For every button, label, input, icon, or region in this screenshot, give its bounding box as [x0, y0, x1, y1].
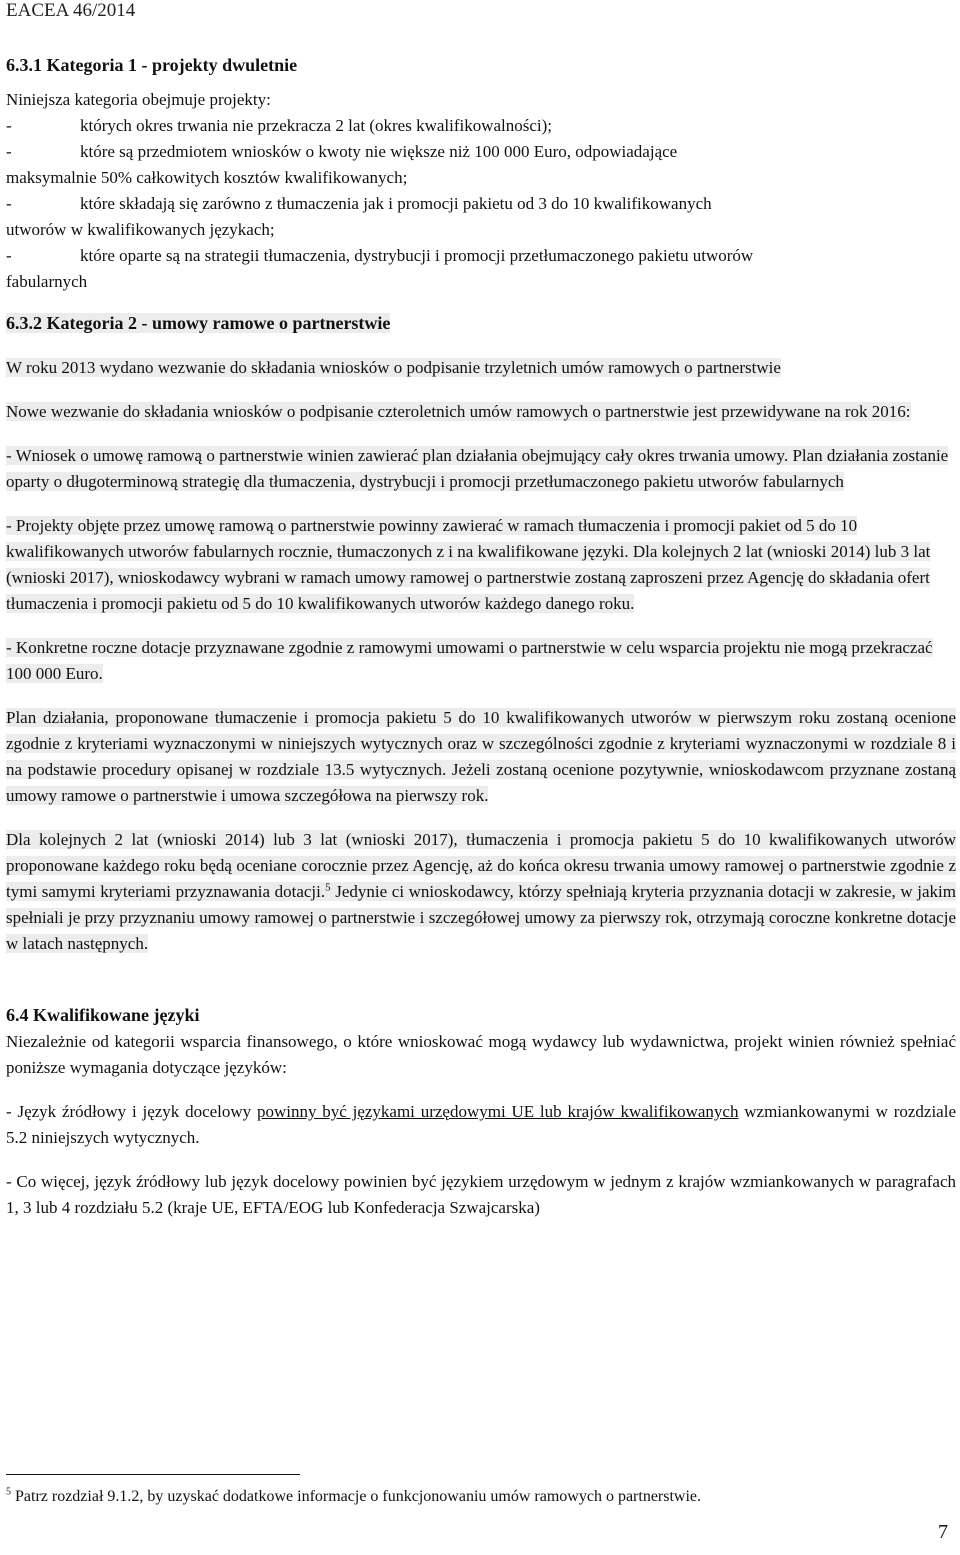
paragraph-text: Jedynie ci wnioskodawcy, którzy spełniają kryteria przyznania dotacji w zakresie, w jakim spełniali je przy przyznaniu umowy ramowej o partnerstwie i szczegółowej umowy za pierwszy rok, otrzymają coroczne konkretne dotacje w latach następnych.: [6, 882, 956, 953]
paragraph: [6, 1099, 956, 1151]
list-item: [6, 191, 956, 217]
paragraph: - Co więcej, język źródłowy lub język docelowy powinien być językiem urzędowym w jednym z krajów wzmiankowanych w paragrafach 1, 3 lub 4 rozdziału 5.2 (kraje UE, EFTA/EOG lub Konfederacja Szwajcarska): [6, 1172, 956, 1217]
list-item-continuation: maksymalnie 50% całkowitych kosztów kwalifikowanych;: [6, 168, 408, 187]
paragraph: [6, 513, 956, 617]
paragraph: [6, 443, 956, 495]
list-item: [6, 139, 956, 165]
bullet-dash: -: [6, 194, 12, 213]
section-heading-6-3-2: [6, 309, 956, 337]
paragraph: [6, 705, 956, 809]
footnote-number: 5: [6, 1486, 11, 1498]
category1-intro: Niniejsza kategoria obejmuje projekty:: [6, 90, 271, 109]
page-number: 7: [938, 1521, 948, 1543]
list-item: [6, 243, 956, 269]
list-item-continuation: utworów w kwalifikowanych językach;: [6, 220, 275, 239]
list-item: [6, 113, 956, 139]
section-number: 6.3.1: [6, 55, 42, 75]
paragraph: [6, 399, 956, 425]
paragraph: [6, 355, 956, 381]
bullet-dash: -: [6, 142, 12, 161]
bullet-dash: -: [6, 116, 12, 135]
list-item-text: które składają się zarówno z tłumaczenia jak i promocji pakietu od 3 do 10 kwalifikowanych: [80, 194, 712, 213]
document-header: EACEA 46/2014: [6, 0, 136, 21]
section-number: 6.4: [6, 1005, 29, 1025]
section-title: Kwalifikowane języki: [33, 1005, 200, 1025]
paragraph-text: Dla kolejnych 2 lat (wnioski 2014) lub 3 lat (wnioski 2017), tłumaczenia i promocja pakietu 5 do 10 kwalifikowanych utworów proponowane każdego roku będą oceniane corocznie przez Agencję, aż do końca okresu trwania umowy ramowej o partnerstwie zgodnie z tymi samymi kryteriami przyznawania dotacji.: [6, 830, 956, 901]
section-heading-6-3-1: [6, 51, 956, 79]
list-item-text: które oparte są na strategii tłumaczenia, dystrybucji i promocji przetłumaczonego pakietu utworów: [80, 246, 754, 265]
paragraph-text: Nowe wezwanie do składania wniosków o podpisanie czteroletnich umów ramowych o partnerstwie jest przewidywane na rok 2016:: [6, 402, 911, 421]
paragraph-text: - Język źródłowy i język docelowy: [6, 1102, 257, 1121]
section-title: Kategoria 1 - projekty dwuletnie: [46, 55, 298, 75]
footnote: [6, 1485, 701, 1509]
list-item-text: które są przedmiotem wniosków o kwoty nie większe niż 100 000 Euro, odpowiadające: [80, 142, 678, 161]
footnote-text: Patrz rozdział 9.1.2, by uzyskać dodatkowe informacje o funkcjonowaniu umów ramowych o partnerstwie.: [11, 1488, 702, 1505]
section-title: Kategoria 2 - umowy ramowe o partnerstwie: [46, 313, 391, 333]
paragraph-text: wzmiankowanymi w rozdziale 5.2 niniejszych wytycznych.: [6, 1102, 956, 1147]
paragraph-text: - Projekty objęte przez umowę ramową o partnerstwie powinny zawierać w ramach tłumaczenia i promocji pakiet od 5 do 10 kwalifikowanych utworów fabularnych rocznie, tłumaczonych z i na kwalifikowane języki. Dla kolejnych 2 lat (wnioski 2014) lub 3 lat (wnioski 2017), wnioskodawcy wybrani w ramach umowy ramowej o partnerstwie zostaną zaproszeni przez Agencję do składania ofert tłumaczenia i promocji pakietu od 5 do 10 kwalifikowanych utworów każdego danego roku.: [6, 516, 931, 613]
paragraph: [6, 635, 956, 687]
document-body: [6, 51, 956, 1221]
bullet-dash: -: [6, 246, 12, 265]
list-item-continuation: fabularnych: [6, 272, 88, 291]
paragraph-text: - Wniosek o umowę ramową o partnerstwie winien zawierać plan działania obejmujący cały okres trwania umowy. Plan działania zostanie oparty o długoterminową strategię dla tłumaczenia, dystrybucji i promocji przetłumaczonego pakietu utworów fabularnych: [6, 446, 949, 491]
section-number: 6.3.2: [6, 313, 42, 333]
section-heading-6-4: [6, 1001, 956, 1029]
paragraph: [6, 827, 956, 957]
paragraph-text: W roku 2013 wydano wezwanie do składania wniosków o podpisanie trzyletnich umów ramowych o partnerstwie: [6, 358, 781, 377]
underlined-text: powinny być językami urzędowymi UE lub krajów kwalifikowanych: [256, 1102, 739, 1121]
footnote-reference[interactable]: 5: [325, 881, 331, 894]
paragraph: Niezależnie od kategorii wsparcia finansowego, o które wnioskować mogą wydawcy lub wydawnictwa, projekt winien również spełniać poniższe wymagania dotyczące języków:: [6, 1032, 956, 1077]
footnote-separator: [6, 1474, 300, 1475]
paragraph-text: - Konkretne roczne dotacje przyznawane zgodnie z ramowymi umowami o partnerstwie w celu wsparcia projektu nie mogą przekraczać 100 000 Euro.: [6, 638, 933, 683]
list-item-text: których okres trwania nie przekracza 2 lat (okres kwalifikowalności);: [80, 116, 553, 135]
paragraph-text: Plan działania, proponowane tłumaczenie i promocja pakietu 5 do 10 kwalifikowanych utworów w pierwszym roku zostaną ocenione zgodnie z kryteriami wyznaczonymi w niniejszych wytycznych oraz w szczególności zgodnie z kryteriami wyznaczonymi w rozdziale 8 i na podstawie procedury opisanej w rozdziale 13.5 wytycznych. Jeżeli zostaną ocenione pozytywnie, wnioskodawcom przyznane zostaną umowy ramowe o partnerstwie i umowa szczegółowa na pierwszy rok.: [6, 708, 956, 805]
